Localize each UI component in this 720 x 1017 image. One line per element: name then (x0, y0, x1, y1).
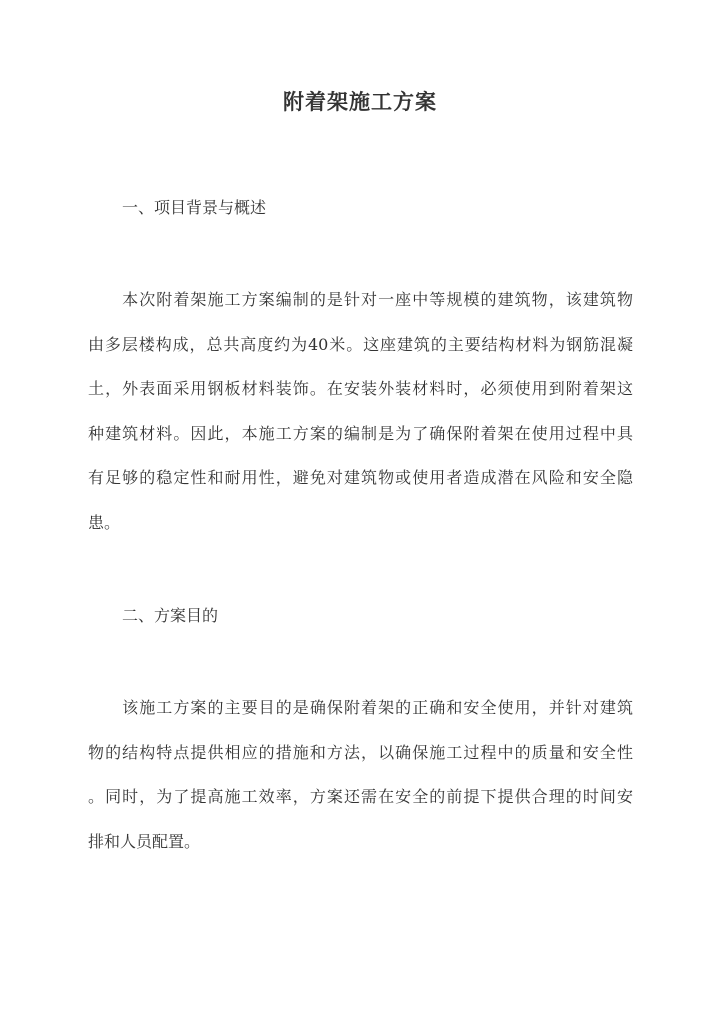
paragraph-line: 。同时，为了提高施工效率，方案还需在安全的前提下提供合理的时间安 (88, 787, 633, 806)
document-title: 附着架施工方案 (283, 89, 437, 114)
paragraph-line: 本次附着架施工方案编制的是针对一座中等规模的建筑物，该建筑物 (88, 290, 633, 309)
paragraph-line: 种建筑材料。因此，本施工方案的编制是为了确保附着架在使用过程中具 (88, 423, 633, 443)
paragraph-background (88, 278, 633, 545)
paragraph-line: 患。 (88, 512, 121, 532)
paragraph-purpose (88, 686, 633, 864)
paragraph-line: 由多层楼构成，总共高度约为40米。这座建筑的主要结构材料为钢筋混凝 (88, 334, 633, 354)
paragraph-line: 物的结构特点提供相应的措施和方法，以确保施工过程中的质量和安全性 (88, 742, 633, 762)
paragraph-line: 有足够的稳定性和耐用性，避免对建筑物或使用者造成潜在风险和安全隐 (88, 468, 633, 487)
paragraph-line: 排和人员配置。 (88, 831, 201, 851)
section-heading-purpose: 二、方案目的 (122, 606, 219, 625)
paragraph-line: 土，外表面采用钢板材料装饰。在安装外装材料时，必须使用到附着架这 (88, 379, 633, 398)
section-heading-background: 一、项目背景与概述 (122, 198, 267, 217)
paragraph-line: 该施工方案的主要目的是确保附着架的正确和安全使用，并针对建筑 (88, 698, 633, 717)
